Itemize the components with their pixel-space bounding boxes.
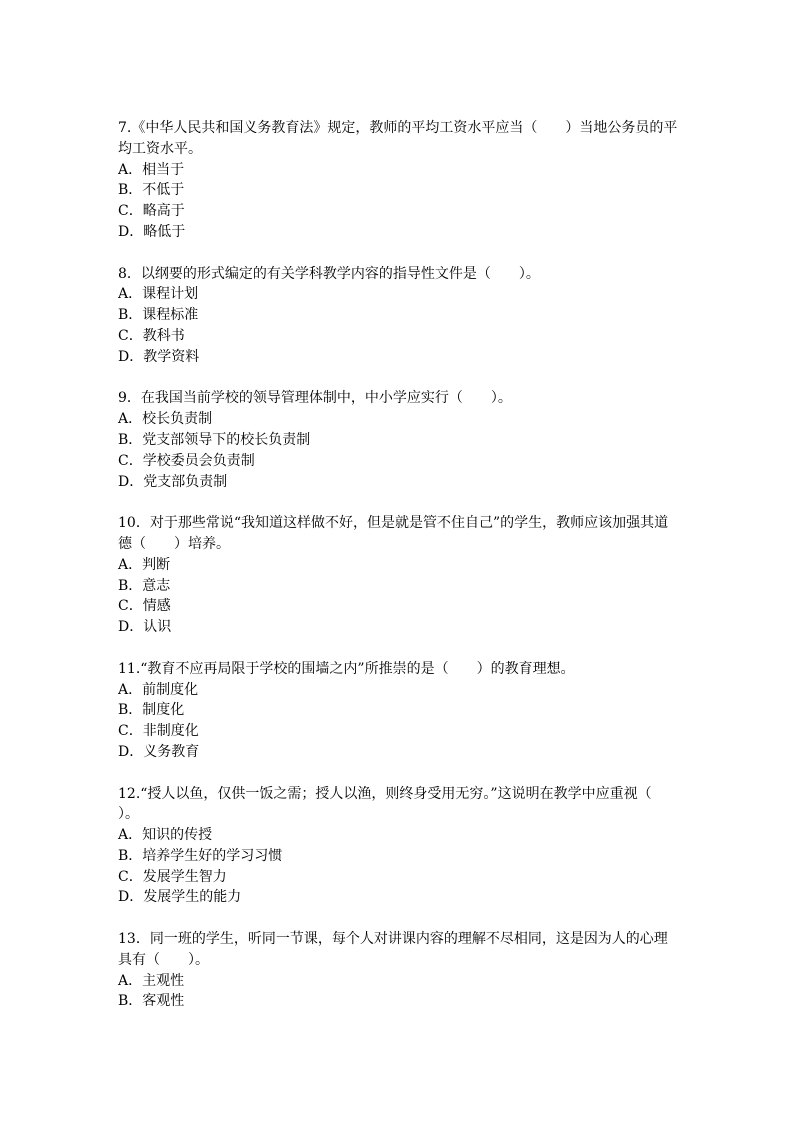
option-a: A．校长负责制 — [118, 411, 213, 428]
option-d: D．认识 — [118, 619, 172, 636]
option-d: D．教学资料 — [118, 348, 200, 365]
option-b: B．培养学生好的学习习惯 — [118, 847, 283, 864]
option-a: A．课程计划 — [118, 286, 199, 303]
question-11 — [118, 659, 678, 763]
option-b: B．制度化 — [118, 702, 185, 719]
option-a: A．判断 — [118, 556, 171, 573]
question-text: 8．以纲要的形式编定的有关学科教学内容的指导性文件是（ ）。 — [118, 265, 540, 282]
option-c: C．教科书 — [118, 327, 185, 344]
question-10 — [118, 513, 678, 638]
option-d: D．义务教育 — [118, 743, 200, 760]
option-a: A．相当于 — [118, 161, 185, 178]
option-c: C．发展学生智力 — [118, 868, 227, 885]
question-text: 10．对于那些常说“我知道这样做不好，但是就是管不住自己”的学生，教师应该加强其道德（ ）培养。 — [118, 515, 669, 552]
question-13 — [118, 929, 678, 1012]
option-b: B．意志 — [118, 577, 171, 594]
option-a: A．知识的传授 — [118, 827, 213, 844]
question-text: 12.“授人以鱼，仅供一饭之需；授人以渔，则终身受用无穷。”这说明在教学中应重视（ ）。 — [118, 785, 680, 823]
question-text: 11.“教育不应再局限于学校的围墙之内”所推崇的是（ ）的教育理想。 — [118, 660, 575, 677]
question-text: 7.《中华人民共和国义务教育法》规定，教师的平均工资水平应当（ ）当地公务员的平均工资水平。 — [118, 120, 678, 157]
option-a: A．主观性 — [118, 972, 185, 989]
question-9 — [118, 388, 678, 492]
option-b: B．课程标准 — [118, 307, 199, 324]
option-c: C．非制度化 — [118, 723, 199, 740]
document-page — [118, 118, 678, 1033]
option-d: D．发展学生的能力 — [118, 889, 242, 906]
option-b: B．不低于 — [118, 182, 185, 199]
question-7 — [118, 118, 678, 243]
option-b: B．党支部领导下的校长负责制 — [118, 431, 311, 448]
option-c: C．学校委员会负责制 — [118, 452, 255, 469]
question-8 — [118, 264, 678, 368]
question-12 — [118, 784, 678, 909]
option-b: B．客观性 — [118, 993, 185, 1010]
option-c: C．情感 — [118, 598, 171, 615]
option-d: D．党支部负责制 — [118, 473, 228, 490]
question-text: 13．同一班的学生，听同一节课，每个人对讲课内容的理解不尽相同，这是因为人的心理具有（ ）。 — [118, 931, 668, 968]
option-c: C．略高于 — [118, 203, 185, 220]
option-a: A．前制度化 — [118, 681, 199, 698]
option-d: D．略低于 — [118, 223, 186, 240]
question-text: 9．在我国当前学校的领导管理体制中，中小学应实行（ ）。 — [118, 390, 512, 407]
